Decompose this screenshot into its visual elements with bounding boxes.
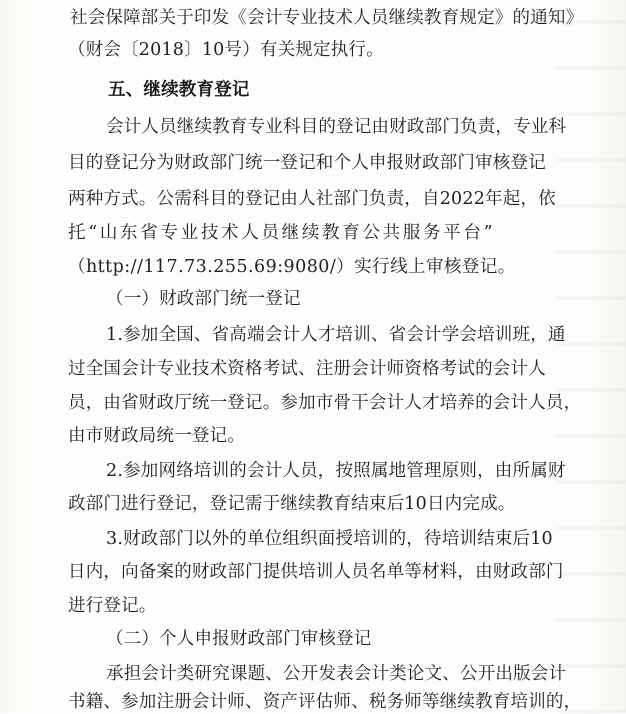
text-line: 日内，向备案的财政部门提供培训人员名单等材料，由财政部门 — [68, 562, 564, 582]
text-line: 政部门进行登记，登记需于继续教育结束后10日内完成。 — [68, 494, 516, 514]
text-line: 两种方式。公需科目的登记由人社部门负责，自2022年起，依 — [68, 189, 556, 209]
text-line: （财会〔2018〕10号）有关规定执行。 — [68, 40, 384, 60]
section-heading: 五、继续教育登记 — [108, 80, 250, 100]
text-line: 书籍、参加注册会计师、资产评估师、税务师等继续教育培训的， — [68, 692, 582, 712]
subsection-heading: （一）财政部门统一登记 — [106, 289, 301, 309]
platform-url: （http://117.73.255.69:9080/）实行线上审核登记。 — [68, 257, 516, 277]
text-line: 目的登记分为财政部门统一登记和个人申报财政部门审核登记 — [68, 153, 546, 173]
text-line: 承担会计类研究课题、公开发表会计类论文、公开出版会计 — [106, 664, 567, 684]
text-line: 由市财政局统一登记。 — [68, 426, 245, 446]
text-line: 托“山东省专业技术人员继续教育公共服务平台” — [68, 223, 496, 243]
text-line: 2.参加网络培训的会计人员，按照属地管理原则，由所属财 — [106, 461, 566, 481]
subsection-heading: （二）个人申报财政部门审核登记 — [106, 629, 372, 649]
text-line: 过全国会计专业技术资格考试、注册会计师资格考试的会计人 — [68, 359, 546, 379]
text-line: 社会保障部关于印发《会计专业技术人员继续教育规定》的通知》 — [70, 8, 584, 28]
text-line: 员，由省财政厅统一登记。参加市骨干会计人才培养的会计人员， — [68, 393, 582, 413]
text-line: 会计人员继续教育专业科目的登记由财政部门负责，专业科 — [106, 117, 567, 137]
text-line: 进行登记。 — [68, 596, 157, 616]
show-through-text — [556, 0, 626, 713]
text-line: 1.参加全国、省高端会计人才培训、省会计学会培训班，通 — [106, 325, 566, 345]
text-line: 3.财政部门以外的单位组织面授培训的，待培训结束后10 — [106, 529, 553, 549]
